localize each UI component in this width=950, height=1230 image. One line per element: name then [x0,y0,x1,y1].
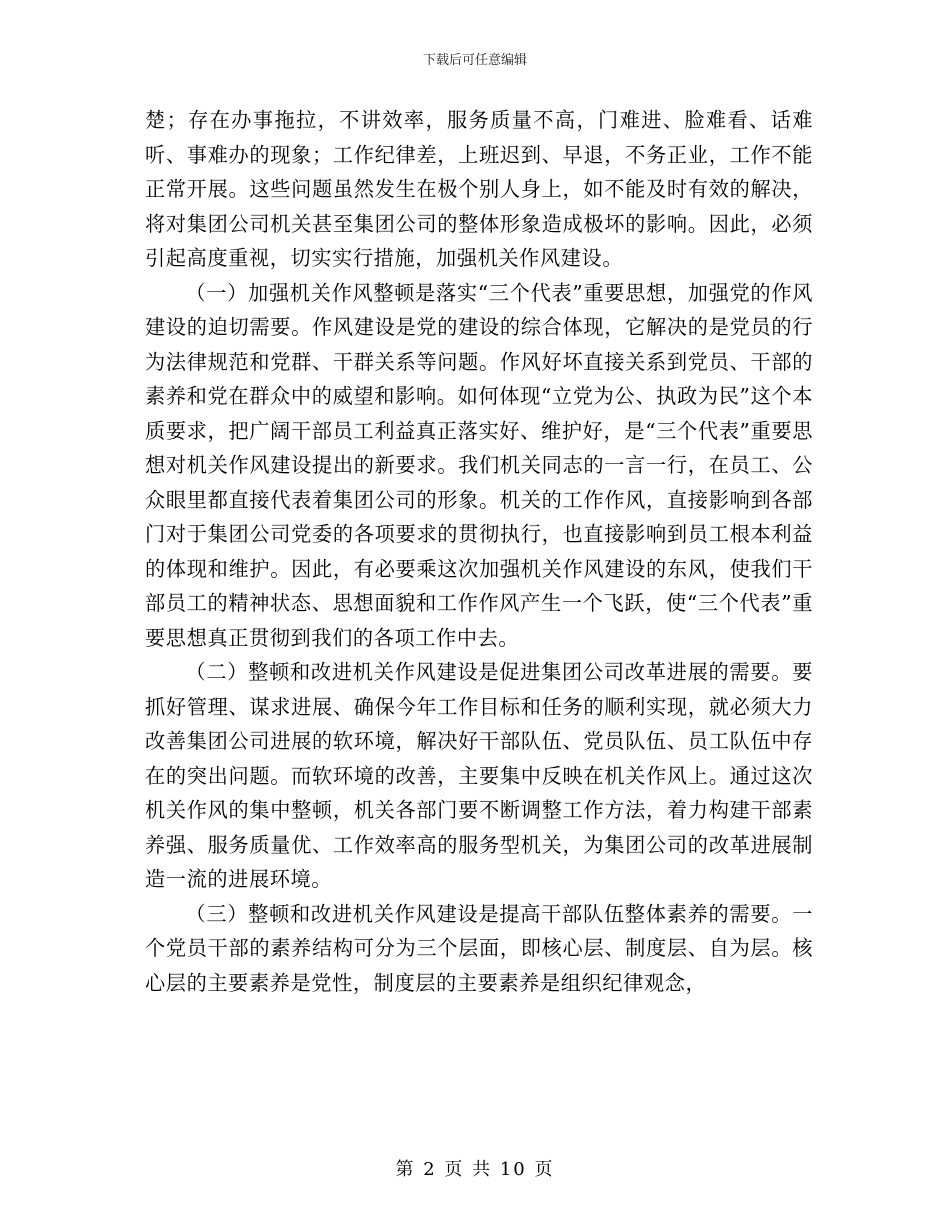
paragraph-continuation: 楚；存在办事拖拉，不讲效率，服务质量不高，门难进、脸难看、话难听、事难办的现象；工作纪律差，上班迟到、早退，不务正业，工作不能正常开展。这些问题虽然发生在极个别人身上，如不能及时有效的解决，将对集团公司机关甚至集团公司的整体形象造成极坏的影响。因此，必须引起高度重视，切实实行措施，加强机关作风建设。 [145,108,813,270]
page-number-footer: 第 2 页 共 10 页 [395,1159,555,1180]
paragraph-section-3: （三）整顿和改进机关作风建设是提高干部队伍整体素养的需要。一个党员干部的素养结构可分为三个层面，即核心层、制度层、自为层。核心层的主要素养是党性，制度层的主要素养是组织纪律观念， [145,901,813,995]
page-header: 下载后可任意编辑 [422,53,527,68]
paragraph-section-1: （一）加强机关作风整顿是落实“三个代表”重要思想，加强党的作风建设的迫切需要。作风建设是党的建设的综合体现，它解决的是党员的行为法律规范和党群、干群关系等问题。作风好坏直接关系到党员、干部的素养和党在群众中的威望和影响。如何体现“立党为公、执政为民”这个本质要求，把广阔干部员工利益真正落实好、维护好，是“三个代表”重要思想对机关作风建设提出的新要求。我们机关同志的一言一行，在员工、公众眼里都直接代表着集团公司的形象。机关的工作作风，直接影响到各部门对于集团公司党委的各项要求的贯彻执行，也直接影响到员工根本利益的体现和维护。因此，有必要乘这次加强机关作风建设的东风，使我们干部员工的精神状态、思想面貌和工作作风产生一个飞跃，使“三个代表”重要思想真正贯彻到我们的各项工作中去。 [145,280,813,650]
document-body [145,103,813,1000]
paragraph-section-2: （二）整顿和改进机关作风建设是促进集团公司改革进展的需要。要抓好管理、谋求进展、确保今年工作目标和任务的顺利实现，就必须大力改善集团公司进展的软环境，解决好干部队伍、党员队伍、员工队伍中存在的突出问题。而软环境的改善，主要集中反映在机关作风上。通过这次机关作风的集中整顿，机关各部门要不断调整工作方法，着力构建干部素养强、服务质量优、工作效率高的服务型机关，为集团公司的改革进展制造一流的进展环境。 [145,660,813,891]
